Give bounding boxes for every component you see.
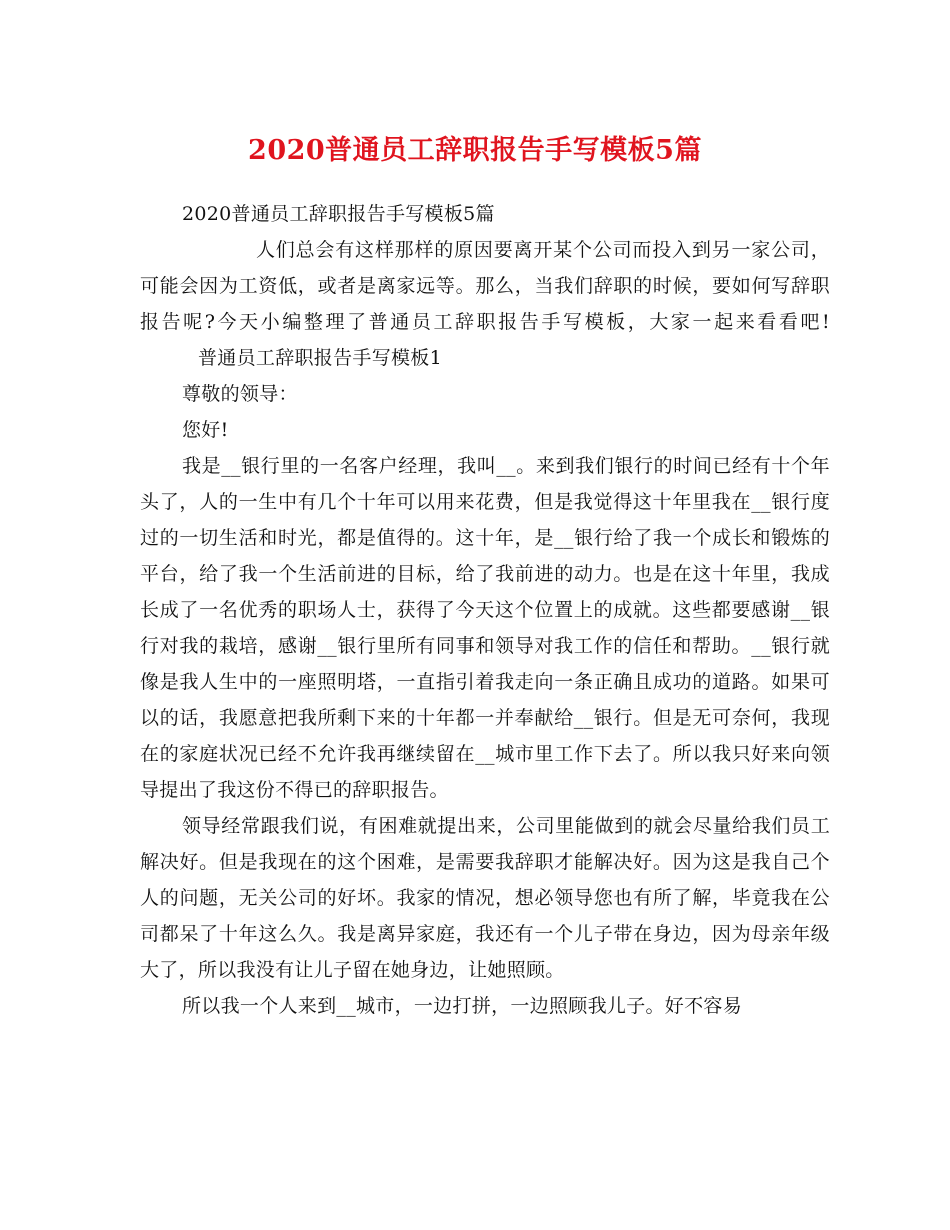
document-body [140,196,830,1024]
body-paragraph: 所以我一个人来到__城市，一边打拼，一边照顾我儿子。好不容易 [182,995,743,1017]
body-paragraph: 我是__银行里的一名客户经理，我叫__。来到我们银行的时间已经有十个年头了，人的一生中有几个十年可以用来花费，但是我觉得这十年里我在__银行度过的一切生活和时光，都是值得的。这十年，是__银行给了我一个成长和锻炼的平台，给了我一个生活前进的目标，给了我前进的动力。也是在这十年里，我成长成了一名优秀的职场人士，获得了今天这个位置上的成就。这些都要感谢__银行对我的栽培，感谢__银行里所有同事和领导对我工作的信任和帮助。__银行就像是我人生中的一座照明塔，一直指引着我走向一条正确且成功的道路。如果可以的话，我愿意把我所剩下来的十年都一并奉献给__银行。但是无可奈何，我现在的家庭状况已经不允许我再继续留在__城市里工作下去了。所以我只好来向领导提出了我这份不得已的辞职报告。 [140,455,830,801]
salutation: 尊敬的领导： [182,383,298,405]
document-subtitle: 2020普通员工辞职报告手写模板5篇 [182,203,495,225]
intro-paragraph [140,232,830,376]
greeting: 您好! [182,419,229,441]
template-heading: 普通员工辞职报告手写模板1 [198,347,442,369]
document-title: 2020普通员工辞职报告手写模板5篇 [248,135,702,166]
body-paragraph: 领导经常跟我们说，有困难就提出来，公司里能做到的就会尽量给我们员工解决好。但是我现在的这个困难，是需要我辞职才能解决好。因为这是我自己个人的问题，无关公司的好坏。我家的情况，想必领导您也有所了解，毕竟我在公司都呆了十年这么久。我是离异家庭，我还有一个儿子带在身边，因为母亲年级大了，所以我没有让儿子留在她身边，让她照顾。 [140,815,830,981]
intro-text: 人们总会有这样那样的原因要离开某个公司而投入到另一家公司，可能会因为工资低，或者是离家远等。那么，当我们辞职的时候，要如何写辞职报告呢?今天小编整理了普通员工辞职报告手写模板，大家一起来看看吧! [140,239,830,333]
